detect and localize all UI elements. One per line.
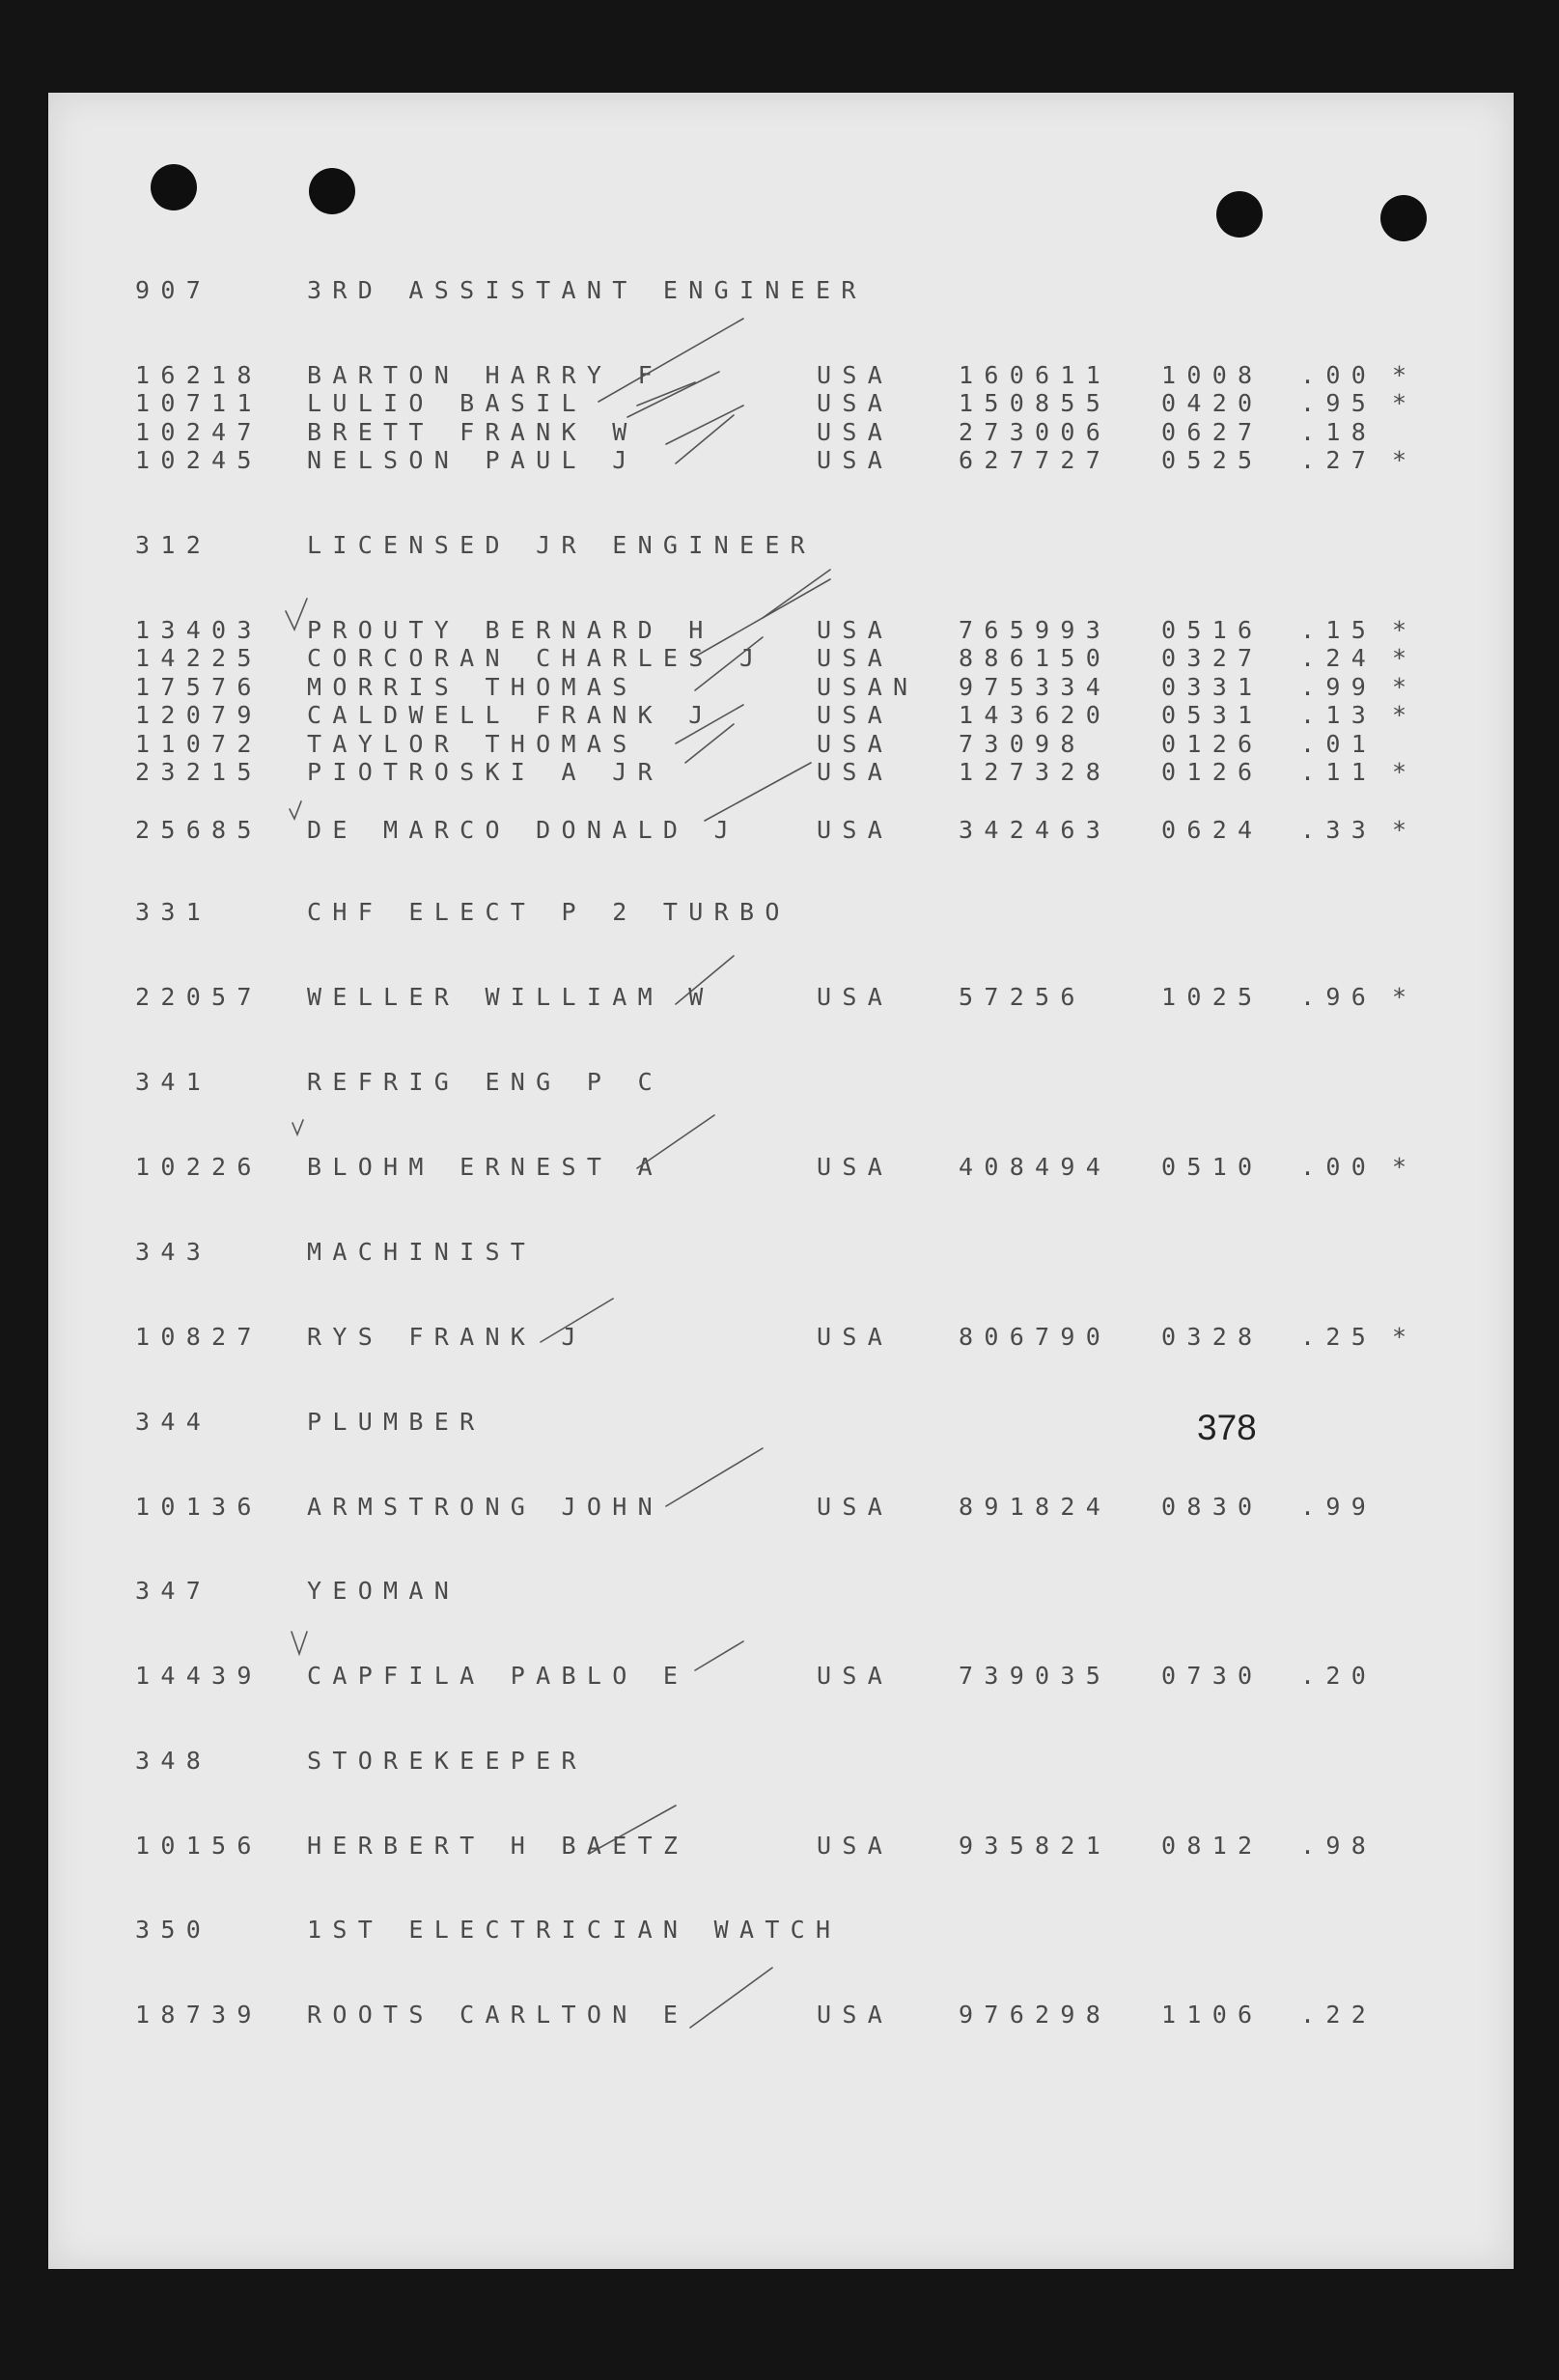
citizenship: USA (817, 644, 894, 673)
rating-title: YEOMAN (307, 1577, 460, 1605)
rating-title: LICENSED JR ENGINEER (307, 531, 817, 559)
rate-value: .13 (1300, 701, 1378, 730)
asterisk-mark: * (1392, 672, 1407, 701)
crew-name: LULIO BASIL (307, 389, 587, 418)
date-code: 0331 (1161, 672, 1264, 701)
rating-code: 312 (135, 531, 212, 559)
page-number: 378 (1197, 1408, 1257, 1447)
document-number: 57256 (959, 983, 1086, 1011)
rating-title: 1ST ELECTRICIAN WATCH (307, 1916, 842, 1944)
date-code: 0830 (1161, 1493, 1264, 1521)
crew-id: 18739 (135, 2001, 263, 2029)
date-code: 0328 (1161, 1323, 1264, 1351)
rating-code: 348 (135, 1747, 212, 1775)
citizenship: USA (817, 701, 894, 730)
citizenship: USA (817, 816, 894, 844)
rate-value: .99 (1300, 672, 1378, 701)
citizenship: USA (817, 983, 894, 1011)
crew-name: WELLER WILLIAM W (307, 983, 714, 1011)
asterisk-mark: * (1392, 389, 1407, 418)
rate-value: .11 (1300, 758, 1378, 786)
crew-name: RYS FRANK J (307, 1323, 587, 1351)
date-code: 1106 (1161, 2001, 1264, 2029)
document-number: 975334 (959, 672, 1112, 701)
crew-name: BLOHM ERNEST A (307, 1153, 663, 1181)
crew-id: 23215 (135, 758, 263, 786)
rate-value: .20 (1300, 1662, 1378, 1690)
crew-name: HERBERT H BAETZ (307, 1832, 689, 1860)
rate-value: .27 (1300, 446, 1378, 475)
rate-value: .99 (1300, 1493, 1378, 1521)
crew-name: TAYLOR THOMAS (307, 729, 638, 758)
date-code: 0510 (1161, 1153, 1264, 1181)
rating-title: CHF ELECT P 2 TURBO (307, 898, 791, 926)
document-number: 273006 (959, 417, 1112, 446)
rating-code: 350 (135, 1916, 212, 1944)
citizenship: USA (817, 1323, 894, 1351)
crew-name: CAPFILA PABLO E (307, 1662, 689, 1690)
crew-name: MORRIS THOMAS (307, 672, 638, 701)
crew-name: BARTON HARRY F (307, 361, 663, 389)
date-code: 0327 (1161, 644, 1264, 673)
rate-value: .00 (1300, 361, 1378, 389)
citizenship: USA (817, 1493, 894, 1521)
date-code: 1008 (1161, 361, 1264, 389)
rating-title: STOREKEEPER (307, 1747, 587, 1775)
crew-name: PIOTROSKI A JR (307, 758, 663, 786)
date-code: 0624 (1161, 816, 1264, 844)
date-code: 0627 (1161, 417, 1264, 446)
crew-name: CALDWELL FRANK J (307, 701, 714, 730)
date-code: 0126 (1161, 729, 1264, 758)
crew-name: CORCORAN CHARLES J (307, 644, 766, 673)
rating-code: 347 (135, 1577, 212, 1605)
document-number: 342463 (959, 816, 1112, 844)
document-number: 765993 (959, 616, 1112, 644)
document-number: 160611 (959, 361, 1112, 389)
citizenship: USA (817, 616, 894, 644)
rating-title: PLUMBER (307, 1408, 486, 1436)
crew-id: 17576 (135, 672, 263, 701)
crew-name: ROOTS CARLTON E (307, 2001, 689, 2029)
rate-value: .24 (1300, 644, 1378, 673)
citizenship: USA (817, 758, 894, 786)
asterisk-mark: * (1392, 1323, 1407, 1351)
rate-value: .25 (1300, 1323, 1378, 1351)
citizenship: USA (817, 417, 894, 446)
asterisk-mark: * (1392, 616, 1407, 644)
document-number: 886150 (959, 644, 1112, 673)
crew-id: 16218 (135, 361, 263, 389)
rating-code: 343 (135, 1238, 212, 1266)
date-code: 0126 (1161, 758, 1264, 786)
document-number: 806790 (959, 1323, 1112, 1351)
crew-name: NELSON PAUL J (307, 446, 638, 475)
rate-value: .01 (1300, 729, 1378, 758)
asterisk-mark: * (1392, 983, 1407, 1011)
citizenship: USA (817, 361, 894, 389)
document-number: 73098 (959, 729, 1086, 758)
rate-value: .95 (1300, 389, 1378, 418)
document-number: 739035 (959, 1662, 1112, 1690)
rating-code: 344 (135, 1408, 212, 1436)
rate-value: .00 (1300, 1153, 1378, 1181)
crew-id: 25685 (135, 816, 263, 844)
citizenship: USA (817, 389, 894, 418)
crew-id: 10136 (135, 1493, 263, 1521)
citizenship: USA (817, 1832, 894, 1860)
asterisk-mark: * (1392, 1153, 1407, 1181)
citizenship: USA (817, 2001, 894, 2029)
date-code: 0525 (1161, 446, 1264, 475)
crew-name: BRETT FRANK W (307, 417, 638, 446)
crew-id: 10226 (135, 1153, 263, 1181)
crew-id: 14439 (135, 1662, 263, 1690)
rate-value: .15 (1300, 616, 1378, 644)
crew-id: 10247 (135, 417, 263, 446)
rating-title: MACHINIST (307, 1238, 537, 1266)
rating-code: 331 (135, 898, 212, 926)
crew-id: 14225 (135, 644, 263, 673)
citizenship: USA (817, 1153, 894, 1181)
crew-id: 12079 (135, 701, 263, 730)
date-code: 0812 (1161, 1832, 1264, 1860)
crew-id: 11072 (135, 729, 263, 758)
asterisk-mark: * (1392, 446, 1407, 475)
date-code: 0531 (1161, 701, 1264, 730)
citizenship: USA (817, 446, 894, 475)
crew-id: 22057 (135, 983, 263, 1011)
rate-value: .96 (1300, 983, 1378, 1011)
document-number: 976298 (959, 2001, 1112, 2029)
rating-title: REFRIG ENG P C (307, 1068, 663, 1096)
document-number: 935821 (959, 1832, 1112, 1860)
date-code: 0420 (1161, 389, 1264, 418)
date-code: 0730 (1161, 1662, 1264, 1690)
crew-name: DE MARCO DONALD J (307, 816, 739, 844)
rate-value: .98 (1300, 1832, 1378, 1860)
asterisk-mark: * (1392, 644, 1407, 673)
citizenship: USA (817, 1662, 894, 1690)
date-code: 0516 (1161, 616, 1264, 644)
crew-id: 10245 (135, 446, 263, 475)
document-number: 627727 (959, 446, 1112, 475)
asterisk-mark: * (1392, 701, 1407, 730)
crew-id: 13403 (135, 616, 263, 644)
citizenship: USA (817, 729, 894, 758)
date-code: 1025 (1161, 983, 1264, 1011)
rating-code: 341 (135, 1068, 212, 1096)
crew-name: PROUTY BERNARD H (307, 616, 714, 644)
crew-name: ARMSTRONG JOHN (307, 1493, 663, 1521)
rating-title: 3RD ASSISTANT ENGINEER (307, 276, 867, 304)
asterisk-mark: * (1392, 816, 1407, 844)
document-number: 143620 (959, 701, 1112, 730)
document-number: 891824 (959, 1493, 1112, 1521)
asterisk-mark: * (1392, 758, 1407, 786)
document-number: 408494 (959, 1153, 1112, 1181)
crew-id: 10711 (135, 389, 263, 418)
rate-value: .33 (1300, 816, 1378, 844)
rate-value: .18 (1300, 417, 1378, 446)
crew-id: 10156 (135, 1832, 263, 1860)
asterisk-mark: * (1392, 361, 1407, 389)
rate-value: .22 (1300, 2001, 1378, 2029)
citizenship: USAN (817, 672, 919, 701)
document-number: 127328 (959, 758, 1112, 786)
crew-id: 10827 (135, 1323, 263, 1351)
rating-code: 907 (135, 276, 212, 304)
document-number: 150855 (959, 389, 1112, 418)
